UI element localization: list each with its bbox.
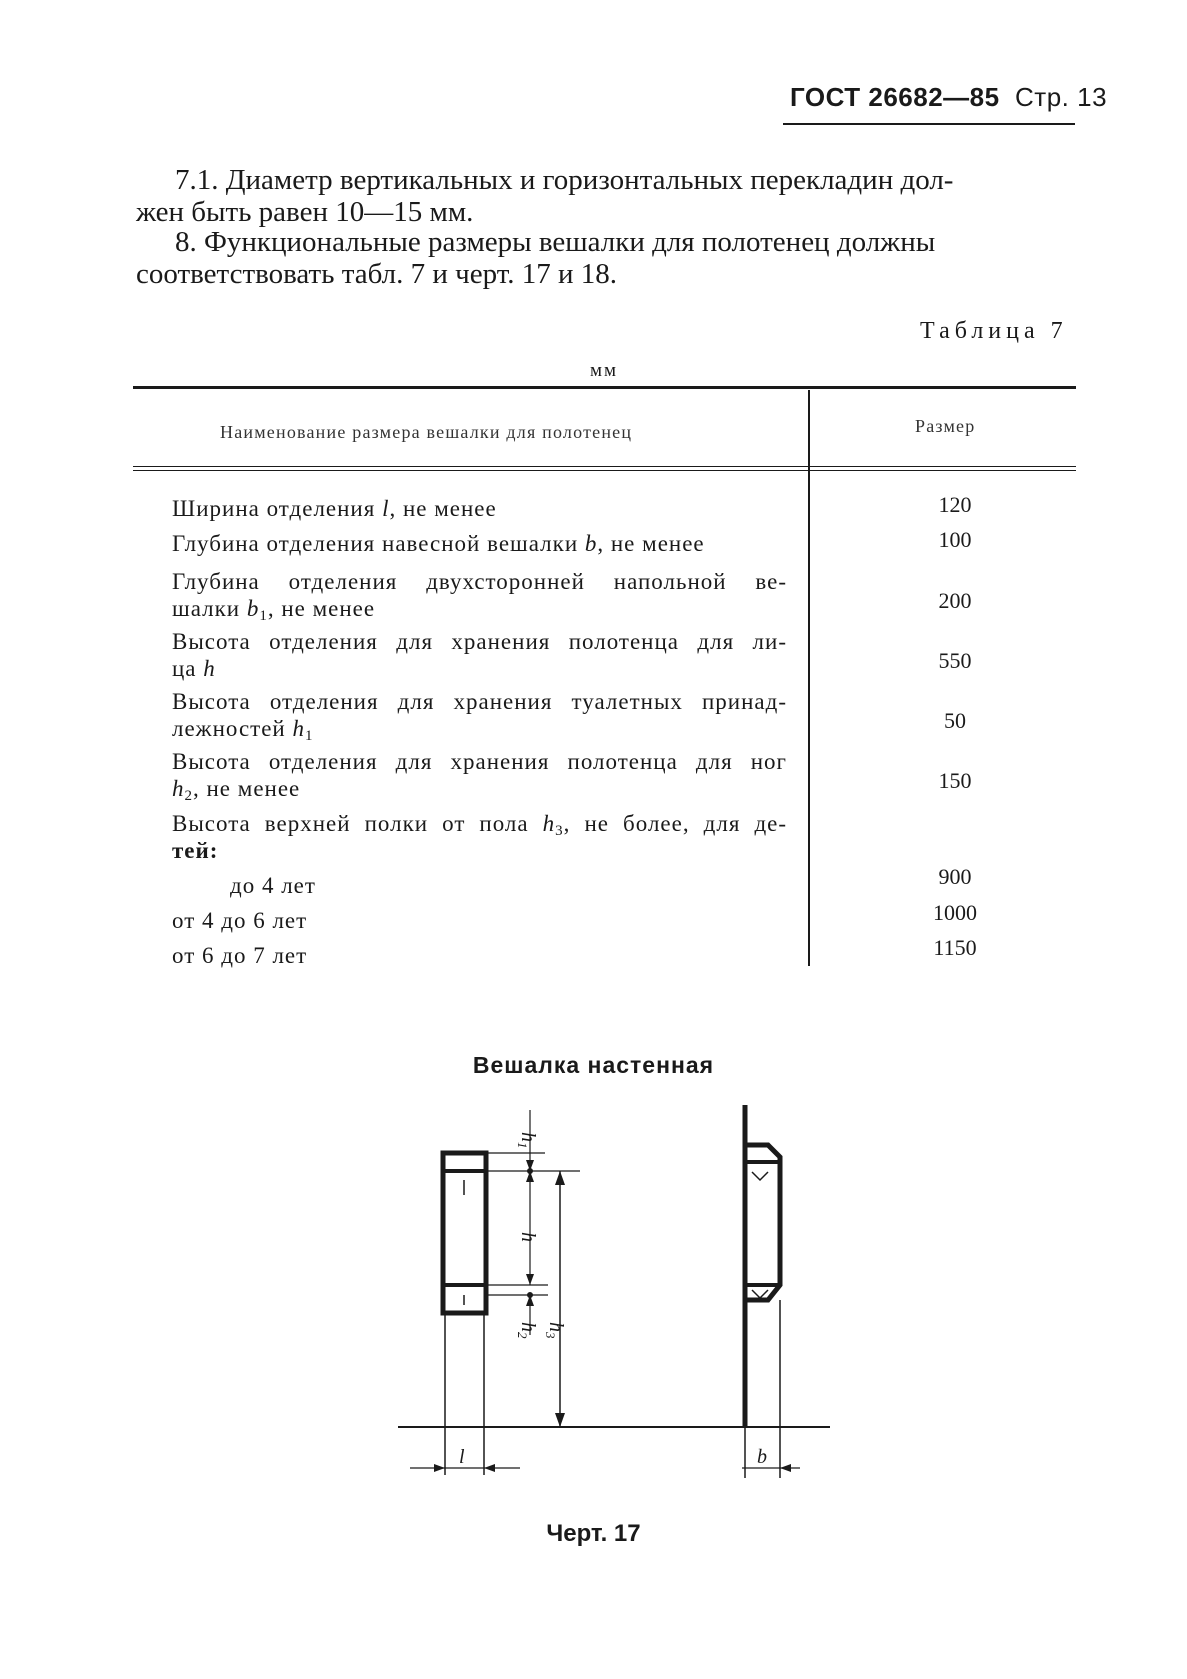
standard-number: ГОСТ 26682—85: [790, 82, 1000, 112]
figure-caption: Черт. 17: [546, 1520, 641, 1547]
table-row-value: 900: [938, 864, 972, 889]
paragraph-8-line-1: 8. Функциональные размеры вешалки для полотенец должны: [175, 226, 936, 258]
table-row-value: 1000: [933, 900, 977, 925]
arrow-b-right: [780, 1464, 791, 1472]
paragraph-7-1-line-1: 7.1. Диаметр вертикальных и горизонтальных перекладин дол-: [175, 164, 954, 196]
table-row-value: 1150: [933, 935, 977, 960]
dim-node: [527, 1292, 533, 1298]
label-l: l: [459, 1446, 465, 1468]
paragraph-7-1-line-2: жен быть равен 10—15 мм.: [136, 196, 474, 228]
table-row-value: 50: [944, 708, 966, 733]
label-h1: $h_1$: [515, 1132, 539, 1149]
table-row-value: 200: [938, 588, 972, 613]
arrow-h3-bottom: [555, 1413, 565, 1427]
side-detail-2: [752, 1290, 768, 1298]
table-row-name: Ширина отделения l, не менее: [172, 496, 497, 521]
table-unit: мм: [590, 360, 619, 381]
label-h2: $h_2$: [515, 1322, 539, 1339]
table-row-value: 550: [938, 648, 972, 673]
page-number: Стр. 13: [1015, 82, 1108, 112]
column-header-name: Наименование размера вешалки для полотенец: [220, 422, 633, 442]
table-row-name-cont: шалки $b_1$, не менее: [172, 596, 376, 624]
table-row-name-cont: тей:: [172, 838, 219, 863]
column-header-value: Размер: [915, 416, 976, 436]
table-row-name: от 4 до 6 лет: [172, 908, 308, 933]
label-h3: $h_3$: [543, 1322, 567, 1339]
hanger-front-frame: [443, 1153, 486, 1313]
label-h: h: [517, 1232, 539, 1242]
table-row-name: Глубина отделения навесной вешалки b, не менее: [172, 531, 705, 556]
table-row-name: до 4 лет: [230, 873, 316, 898]
table-row-name-cont: $h_2$, не менее: [172, 776, 301, 804]
arrow-l-left: [434, 1464, 445, 1472]
table-row-value: 100: [938, 527, 972, 552]
arrow-l-right: [484, 1464, 495, 1472]
table-row-value: 120: [938, 492, 972, 517]
table-row-name-cont: лежностей $h_1$: [172, 716, 314, 744]
label-b: b: [757, 1446, 767, 1468]
table-row-name: Глубина отделения двухсторонней напольной ве-: [172, 569, 787, 594]
table-row-name: Высота верхней полки от пола $h_3$, не более, для де-: [172, 811, 788, 839]
side-detail-1: [752, 1172, 768, 1180]
table-row-name: Высота отделения для хранения туалетных принад-: [172, 689, 787, 714]
arrow-h-bottom: [526, 1274, 534, 1285]
table-row-name: Высота отделения для хранения полотенца для ног: [172, 749, 787, 774]
table-row-name: от 6 до 7 лет: [172, 943, 308, 968]
hanger-side-profile: [745, 1145, 780, 1300]
paragraph-8-line-2: соответствовать табл. 7 и черт. 17 и 18.: [136, 258, 617, 290]
table-row-value: 150: [938, 768, 972, 793]
table-caption: Таблица 7: [920, 318, 1068, 344]
table-row-name-cont: ца h: [172, 656, 216, 681]
dim-node: [527, 1168, 533, 1174]
arrow-h3-top: [555, 1171, 565, 1185]
figure-title: Вешалка настенная: [472, 1052, 715, 1078]
table-row-name: Высота отделения для хранения полотенца для ли-: [172, 629, 787, 654]
